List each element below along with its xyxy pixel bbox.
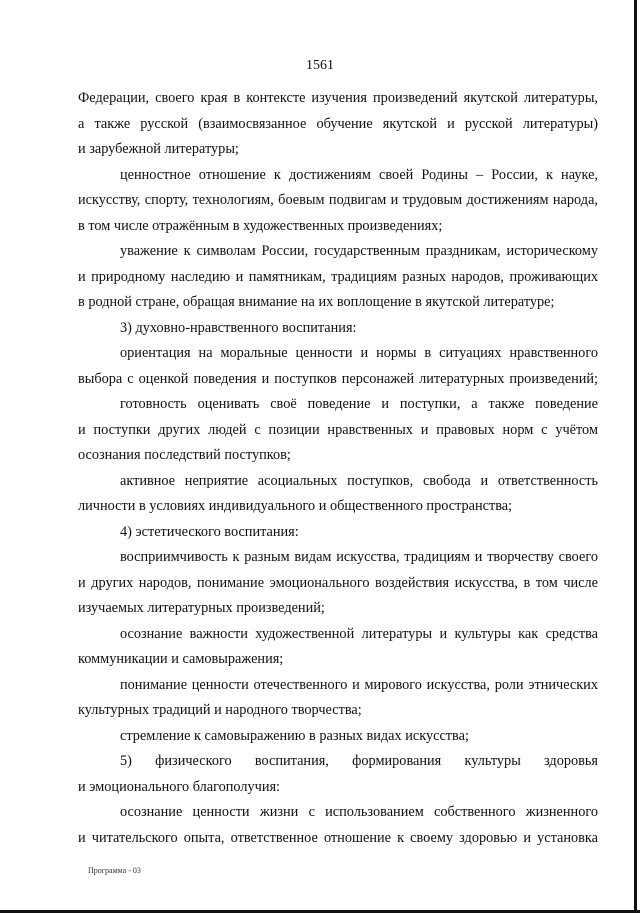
text-line: ценностное отношение к достижениям своей Родины – России, к науке, bbox=[120, 166, 598, 183]
footer-note: Программа - 03 bbox=[88, 866, 141, 875]
text-line: в том числе отражённым в художественных произведениях; bbox=[78, 217, 443, 234]
text-line: Федерации, своего края в контексте изучения произведений якутской литературы, bbox=[78, 90, 598, 106]
text-line: и поступки других людей с позиции нравственных и правовых норм с учётом bbox=[78, 421, 598, 438]
page-number: 1561 bbox=[306, 58, 334, 73]
text-line: изучаемых литературных произведений; bbox=[78, 600, 325, 616]
section-heading: 5) физического воспитания, формирования культуры здоровья bbox=[120, 753, 598, 769]
text-line: в родной стране, обращая внимание на их воплощение в якутской литературе; bbox=[78, 294, 555, 310]
scan-border-right bbox=[634, 0, 637, 913]
text-line: осознания последствий поступков; bbox=[78, 447, 291, 463]
text-line: коммуникации и самовыражения; bbox=[78, 651, 284, 667]
section-heading-continuation: и эмоционального благополучия: bbox=[78, 778, 281, 795]
text-line: понимание ценности отечественного и мирового искусства, роли этнических bbox=[120, 676, 598, 693]
text-line: культурных традиций и народного творчества; bbox=[78, 702, 362, 718]
text-line: и других народов, понимание эмоционального воздействия искусства, в том числе bbox=[78, 574, 598, 591]
text-line: и зарубежной литературы; bbox=[78, 141, 239, 157]
text-line: уважение к символам России, государственным праздникам, историческому bbox=[120, 243, 598, 259]
text-line: личности в условиях индивидуального и общественного пространства; bbox=[78, 498, 513, 514]
text-line: осознание ценности жизни с использованием собственного жизненного bbox=[120, 804, 598, 820]
text-line: искусству, спорту, технологиям, боевым подвигам и трудовым достижениям народа, bbox=[78, 192, 598, 208]
text-line: ориентация на моральные ценности и нормы в ситуациях нравственного bbox=[120, 345, 598, 361]
text-line: осознание важности художественной литературы и культуры как средства bbox=[120, 625, 598, 642]
text-line: а также русской (взаимосвязанное обучение якутской и русской литературы) bbox=[78, 115, 598, 132]
text-line: и природному наследию и памятникам, традициям разных народов, проживающих bbox=[78, 268, 598, 285]
text-line: стремление к самовыражению в разных видах искусства; bbox=[120, 727, 469, 744]
text-line: активное неприятие асоциальных поступков, свобода и ответственность bbox=[120, 472, 598, 489]
section-heading: 3) духовно-нравственного воспитания: bbox=[120, 319, 357, 336]
text-line: восприимчивость к разным видам искусства, традициям и творчеству своего bbox=[120, 549, 598, 565]
section-heading: 4) эстетического воспитания: bbox=[120, 523, 299, 540]
text-line: и читательского опыта, ответственное отношение к своему здоровью и установка bbox=[78, 829, 598, 846]
text-line: готовность оценивать своё поведение и поступки, а также поведение bbox=[120, 396, 598, 412]
text-line: выбора с оценкой поведения и поступков персонажей литературных произведений; bbox=[78, 370, 598, 387]
document-body bbox=[78, 86, 598, 851]
